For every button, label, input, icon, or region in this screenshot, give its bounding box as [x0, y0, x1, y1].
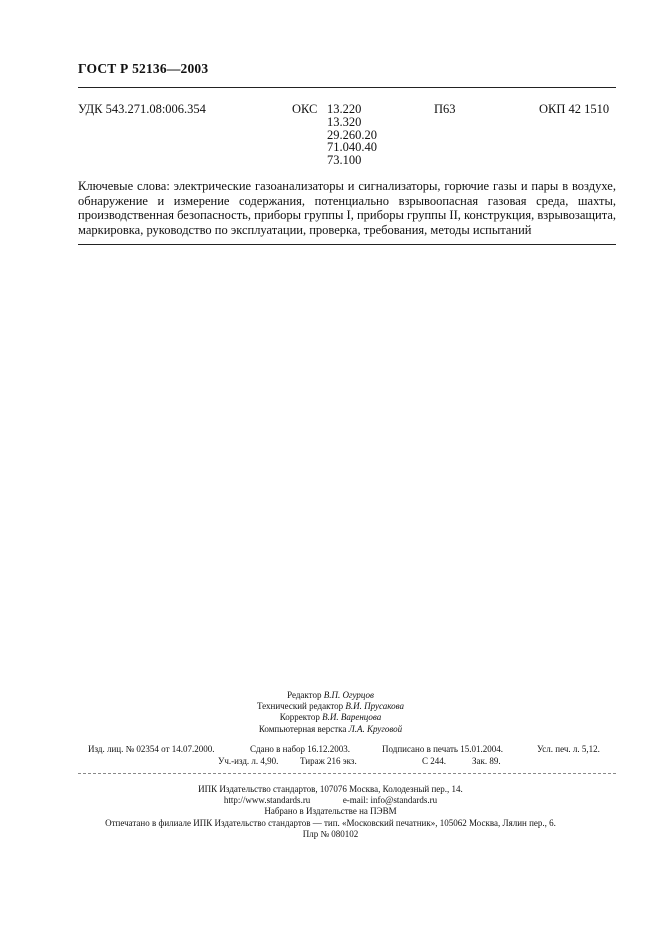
c-number: С 244. [422, 756, 447, 766]
keywords-rule [78, 244, 616, 245]
typeset-date: Сдано в набор 16.12.2003. [250, 744, 351, 754]
editor-line [0, 690, 661, 701]
plr-number: Плр № 080102 [302, 828, 359, 839]
okc-code-4: 71.040.40 [327, 140, 377, 155]
edu-sheets: Уч.-изд. л. 4,90. [218, 756, 279, 766]
editor-label: Редактор [287, 690, 322, 700]
tech-editor-name: В.И. Прусакова [345, 701, 405, 712]
header-rule [78, 87, 616, 88]
tech-editor-label: Технический редактор [256, 701, 344, 712]
okp-code: ОКП 42 1510 [539, 102, 610, 116]
editor-name: В.П. Огурцов [323, 690, 374, 700]
okc-codes-list [327, 116, 377, 166]
ipk-address: ИПК Издательство стандартов, 107076 Москва, Колодезный пер., 14. [198, 784, 463, 794]
document-title: ГОСТ Р 52136—2003 [78, 61, 209, 76]
okc-code-2: 13.320 [327, 115, 362, 129]
print-run: Тираж 216 экз. [300, 756, 357, 766]
keywords-paragraph: Ключевые слова: электрические газоанализаторы и сигнализаторы, горючие газы и пары в воздухе, обнаружение и измерение содержания, потенциально взрывоопасная газовая среда, шахты, производственная безопасность, приборы группы I, приборы группы II, конструкция, взрывозащита, маркировка, руководство по эксплуатации, проверка, требования, методы испытаний [78, 179, 616, 237]
okc-code-5: 73.100 [327, 152, 362, 167]
printed-note: Отпечатано в филиале ИПК Издательство стандартов — тип. «Московский печатник», 105062 Москва, Лялин пер., 6. [105, 817, 556, 828]
okc-label: ОКС [292, 102, 318, 116]
layout-line [0, 724, 661, 735]
okc-code-1: 13.220 [327, 102, 362, 116]
typed-note: Набрано в Издательстве на ПЭВМ [264, 806, 397, 817]
corrector-line [0, 712, 661, 723]
layout-label: Компьютерная верстка [258, 723, 347, 734]
corrector-label: Корректор [279, 712, 320, 723]
credits-block [0, 690, 661, 735]
corrector-name: В.И. Варенцова [322, 712, 382, 723]
email-address: e-mail: info@standards.ru [342, 795, 438, 806]
license-info: Изд. лиц. № 02354 от 14.07.2000. [88, 744, 215, 754]
tech-editor-line [0, 701, 661, 712]
okc-code-3: 29.260.20 [327, 127, 377, 142]
print-sheets: Усл. печ. л. 5,12. [537, 744, 600, 754]
printing-block [0, 784, 661, 840]
group-code: П63 [434, 102, 456, 116]
layout-name: Л.А. Круговой [348, 723, 403, 734]
order-number: Зак. 89. [472, 756, 501, 766]
web-contacts [0, 795, 661, 806]
udk-code: УДК 543.271.08:006.354 [78, 102, 206, 116]
website-url: http://www.standards.ru [223, 795, 311, 806]
publishing-rule [78, 773, 616, 774]
signed-date: Подписано в печать 15.01.2004. [382, 744, 504, 754]
